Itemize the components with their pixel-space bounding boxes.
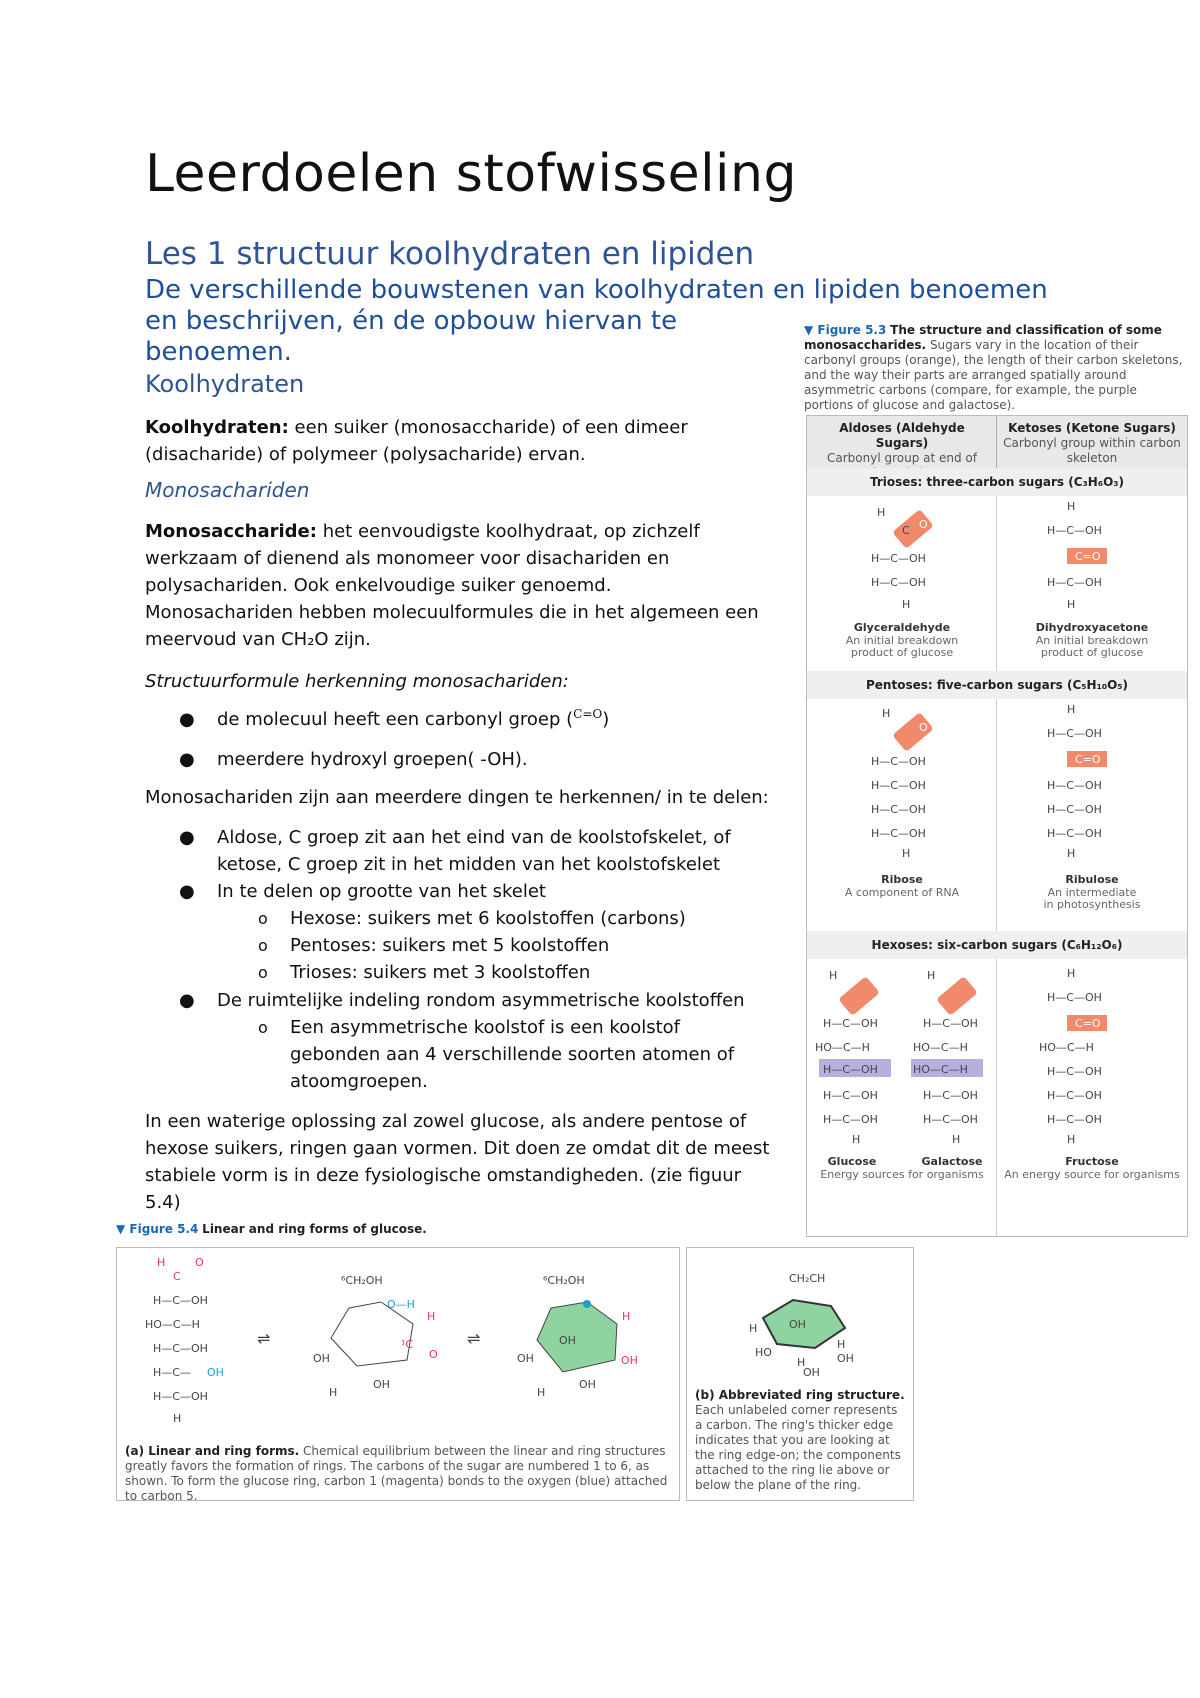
list-item xyxy=(179,824,737,878)
svg-text:O: O xyxy=(919,721,928,734)
figure-5-4a xyxy=(116,1247,680,1501)
pentoses-label: Pentoses: five-carbon sugars (C₅H₁₀O₅) xyxy=(865,678,1129,692)
aldoses-title: Aldoses (Aldehyde Sugars) xyxy=(839,421,965,450)
svg-text:OH: OH xyxy=(517,1352,534,1365)
svg-text:H: H xyxy=(1067,967,1076,980)
svg-text:H—C—OH: H—C—OH xyxy=(871,755,926,768)
svg-text:H: H xyxy=(927,969,936,982)
bullet-icon: ● xyxy=(179,990,195,1011)
page-title: Leerdoelen stofwisseling xyxy=(145,144,797,204)
caption-a xyxy=(125,1444,673,1504)
svg-text:H: H xyxy=(1067,703,1076,716)
galactose-name: Galactose xyxy=(921,1155,983,1168)
bullet-text: In te delen op grootte van het skelet xyxy=(217,881,546,902)
svg-text:H—C—OH: H—C—OH xyxy=(153,1342,208,1355)
svg-text:H—C—OH: H—C—OH xyxy=(1047,779,1102,792)
bullet-text-end: ) xyxy=(602,709,610,730)
svg-text:H—C—OH: H—C—OH xyxy=(923,1113,978,1126)
lesson-heading: Les 1 structuur koolhydraten en lipiden xyxy=(145,236,755,272)
term-monosaccharide: Monosaccharide: xyxy=(145,521,317,542)
hexoses-band xyxy=(807,931,1187,959)
section-heading: Koolhydraten xyxy=(145,370,305,398)
svg-text:H: H xyxy=(329,1386,338,1399)
trioses-band xyxy=(807,468,1187,496)
svg-text:H—C—OH: H—C—OH xyxy=(1047,576,1102,589)
term-koolhydraten: Koolhydraten: xyxy=(145,417,289,438)
svg-text:H: H xyxy=(622,1310,631,1323)
aldoses-subtitle: Carbonyl group at end of xyxy=(826,451,977,465)
svg-text:H: H xyxy=(852,1133,861,1146)
learning-goal-line2: en beschrijven, én de opbouw hiervan te benoemen. xyxy=(145,306,678,367)
ribulose-name: Ribulose xyxy=(1065,873,1119,886)
svg-text:C: C xyxy=(173,1270,181,1283)
svg-text:H: H xyxy=(797,1356,806,1369)
sub-bullet-icon: o xyxy=(258,1018,268,1037)
glucose-name: Glucose xyxy=(827,1155,877,1168)
svg-text:C: C xyxy=(902,524,910,537)
svg-text:H: H xyxy=(1067,1133,1076,1146)
svg-text:H: H xyxy=(902,847,911,860)
sub-heading: Monosachariden xyxy=(145,478,310,502)
sub-bullet-icon: o xyxy=(258,936,268,955)
glyceraldehyde-desc: An initial breakdown xyxy=(845,634,959,647)
caption-b xyxy=(695,1388,907,1493)
figure-label: ▼ Figure 5.3 xyxy=(804,323,887,337)
bullet-text: meerdere hydroxyl groepen( -OH). xyxy=(217,749,528,770)
trioses-structures xyxy=(807,496,1187,671)
svg-text:H: H xyxy=(952,1133,961,1146)
svg-text:H—C—OH: H—C—OH xyxy=(871,779,926,792)
svg-text:H—C—OH: H—C—OH xyxy=(1047,1089,1102,1102)
svg-text:H: H xyxy=(882,707,891,720)
glyceraldehyde-desc2: product of glucose xyxy=(850,646,954,659)
svg-text:H—C—OH: H—C—OH xyxy=(1047,524,1102,537)
svg-text:H: H xyxy=(1067,598,1076,611)
svg-text:H—C—OH: H—C—OH xyxy=(923,1017,978,1030)
svg-text:H—C—OH: H—C—OH xyxy=(923,1089,978,1102)
svg-text:C=O: C=O xyxy=(1075,1017,1101,1030)
svg-text:H—C—OH: H—C—OH xyxy=(153,1390,208,1403)
pentoses-structures xyxy=(807,699,1187,931)
svg-text:H: H xyxy=(157,1256,166,1269)
figure-title: Linear and ring forms of glucose. xyxy=(202,1222,427,1236)
svg-text:HO—C—H: HO—C—H xyxy=(145,1318,200,1331)
learning-goal-line1: De verschillende bouwstenen van koolhydraten en lipiden benoemen xyxy=(145,275,1048,305)
bullet-icon: ● xyxy=(179,827,195,848)
sub-bullet-text: Pentoses: suikers met 5 koolstoffen xyxy=(290,935,610,956)
svg-text:H: H xyxy=(537,1386,546,1399)
trioses-label: Trioses: three-carbon sugars (C₃H₆O₃) xyxy=(869,475,1125,489)
figure-5-3-caption xyxy=(804,323,1186,413)
definition-koolhydraten: een suiker (monosaccharide) of een dimeer (disacharide) of polymeer (polysacharide) ervan. xyxy=(145,417,688,465)
figure-5-3 xyxy=(806,415,1188,1237)
svg-text:H: H xyxy=(829,969,838,982)
svg-text:HO—C—H: HO—C—H xyxy=(913,1063,968,1076)
ketoses-header xyxy=(1001,421,1183,466)
svg-text:H—C—OH: H—C—OH xyxy=(823,1017,878,1030)
abbreviated-ring-structure xyxy=(687,1248,913,1378)
svg-text:C=O: C=O xyxy=(1075,550,1101,563)
svg-text:⁶CH₂OH: ⁶CH₂OH xyxy=(543,1274,585,1287)
ketoses-subtitle: Carbonyl group within carbon skeleton xyxy=(1003,436,1181,465)
svg-text:H—C—OH: H—C—OH xyxy=(1047,827,1102,840)
svg-text:H—C—OH: H—C—OH xyxy=(823,1089,878,1102)
list-item xyxy=(179,878,857,905)
svg-text:OH: OH xyxy=(207,1366,224,1379)
svg-text:⇌: ⇌ xyxy=(257,1329,271,1348)
structure-recognition-heading: Structuurformule herkenning monosachariden: xyxy=(145,671,569,692)
caption-b-bold: (b) Abbreviated ring structure. xyxy=(695,1388,905,1402)
fructose-desc: An energy source for organisms xyxy=(1004,1168,1180,1181)
bullet-icon: ● xyxy=(179,881,195,902)
svg-text:OH: OH xyxy=(789,1318,806,1331)
glucose-galactose-desc: Energy sources for organisms xyxy=(820,1168,984,1181)
svg-text:H—C—OH: H—C—OH xyxy=(823,1113,878,1126)
caption-a-bold: (a) Linear and ring forms. xyxy=(125,1444,300,1458)
svg-text:H—C—OH: H—C—OH xyxy=(871,552,926,565)
svg-text:H—C—OH: H—C—OH xyxy=(1047,727,1102,740)
svg-text:O—H: O—H xyxy=(387,1298,415,1311)
svg-text:H—C—OH: H—C—OH xyxy=(1047,1113,1102,1126)
svg-text:OH: OH xyxy=(579,1378,596,1391)
caption-a-text: Chemical equilibrium between the linear and ring structures greatly favors the formation of rings. The carbons of the sugar are numbered 1 to 6, as shown. To form the glucose ring, carbon 1 (magenta) bonds to the oxygen (blue) attached to carbon 5. xyxy=(125,1444,668,1503)
svg-text:CH₂CH: CH₂CH xyxy=(789,1272,826,1285)
carbonyl-formula: C=O xyxy=(573,707,603,721)
figure-5-4-title xyxy=(116,1222,716,1237)
list-item xyxy=(179,987,857,1014)
svg-text:H—C—OH: H—C—OH xyxy=(1047,991,1102,1004)
hexoses-structures xyxy=(807,959,1187,1236)
svg-text:O: O xyxy=(919,518,928,531)
svg-text:OH: OH xyxy=(621,1354,638,1367)
svg-text:H: H xyxy=(877,506,886,519)
svg-text:H—C—OH: H—C—OH xyxy=(871,576,926,589)
svg-text:H—C—OH: H—C—OH xyxy=(1047,1065,1102,1078)
pentoses-band xyxy=(807,671,1187,699)
caption-b-text: Each unlabeled corner represents a carbon. The ring's thicker edge indicates that you are looking at the ring edge-on; the components attached to the ring lie above or below the plane of the ring. xyxy=(695,1403,901,1492)
ribose-name: Ribose xyxy=(881,873,923,886)
svg-text:⇌: ⇌ xyxy=(467,1329,481,1348)
svg-text:HO—C—H: HO—C—H xyxy=(913,1041,968,1054)
svg-text:O: O xyxy=(429,1348,438,1361)
svg-text:H—C—OH: H—C—OH xyxy=(823,1063,878,1076)
svg-text:H—C—OH: H—C—OH xyxy=(1047,803,1102,816)
divider xyxy=(996,416,997,468)
figure-caption: Sugars vary in the location of their carbonyl groups (orange), the length of their carbon skeletons, and the way their parts are arranged spatially around asymmetric carbons (compare, for example, the purple portions of glucose and galactose). xyxy=(804,338,1183,412)
svg-text:OH: OH xyxy=(559,1334,576,1347)
svg-text:C=O: C=O xyxy=(1075,753,1101,766)
ribulose-desc2: in photosynthesis xyxy=(1043,898,1141,911)
sub-bullet-text: Hexose: suikers met 6 koolstoffen (carbons) xyxy=(290,908,686,929)
svg-text:H: H xyxy=(1067,500,1076,513)
sub-list-item xyxy=(258,1014,770,1095)
svg-text:H: H xyxy=(173,1412,182,1425)
svg-text:H: H xyxy=(1067,847,1076,860)
ribulose-desc: An intermediate xyxy=(1047,886,1137,899)
dihydroxyacetone-desc: An initial breakdown xyxy=(1035,634,1149,647)
svg-text:HO—C—H: HO—C—H xyxy=(815,1041,870,1054)
figure-label: ▼ Figure 5.4 xyxy=(116,1222,199,1236)
svg-text:OH: OH xyxy=(313,1352,330,1365)
bullet-icon: ● xyxy=(179,749,195,770)
bullet-text: De ruimtelijke indeling rondom asymmetrische koolstoffen xyxy=(217,990,745,1011)
svg-text:OH: OH xyxy=(837,1352,854,1365)
svg-text:O: O xyxy=(195,1256,204,1269)
bullet-text: de molecuul heeft een carbonyl groep ( xyxy=(217,709,574,730)
sub-bullet-icon: o xyxy=(258,909,268,928)
ribose-desc: A component of RNA xyxy=(844,886,960,899)
figure-title: The structure and classification of some monosaccharides. xyxy=(804,323,1162,352)
svg-text:H: H xyxy=(902,598,911,611)
paragraph-classification: Monosachariden zijn aan meerdere dingen te herkennen/ in te delen: xyxy=(145,787,769,808)
svg-text:OH: OH xyxy=(373,1378,390,1391)
fructose-name: Fructose xyxy=(1065,1155,1119,1168)
ketoses-title: Ketoses (Ketone Sugars) xyxy=(1008,421,1176,435)
bullet-icon: ● xyxy=(179,709,195,730)
paragraph-monosaccharide xyxy=(145,518,765,653)
list-item xyxy=(179,706,857,735)
svg-text:H: H xyxy=(837,1338,846,1351)
svg-text:⁶CH₂OH: ⁶CH₂OH xyxy=(341,1274,383,1287)
bullet-text: Aldose, C groep zit aan het eind van de koolstofskelet, of ketose, C groep zit in het midden van het koolstofskelet xyxy=(217,827,731,875)
figure-5-4b xyxy=(686,1247,914,1501)
svg-text:OH: OH xyxy=(803,1366,820,1378)
dihydroxyacetone-name: Dihydroxyacetone xyxy=(1035,621,1149,634)
list-item xyxy=(179,746,857,773)
svg-text:H: H xyxy=(427,1310,436,1323)
linear-and-ring-forms xyxy=(117,1248,679,1438)
svg-text:¹C: ¹C xyxy=(401,1338,414,1351)
sub-bullet-text: Een asymmetrische koolstof is een koolstof gebonden aan 4 verschillende soorten atomen of atoomgroepen. xyxy=(290,1017,735,1092)
sub-bullet-icon: o xyxy=(258,963,268,982)
dihydroxyacetone-desc2: product of glucose xyxy=(1040,646,1144,659)
svg-text:H—C—OH: H—C—OH xyxy=(871,827,926,840)
definition-monosaccharide: het eenvoudigste koolhydraat, op zichzelf werkzaam of dienend als monomeer voor disachariden en polysachariden. Ook enkelvoudige suiker genoemd. Monosachariden hebben molecuulformules die in het algemeen een meervoud van CH₂O zijn. xyxy=(145,521,759,650)
paragraph-ring-formation: In een waterige oplossing zal zowel glucose, als andere pentose of hexose suikers, ringen gaan vormen. Dit doen ze omdat dit de meest stabiele vorm is in deze fysiologische omstandigheden. (zie figuur 5.4) xyxy=(145,1111,770,1213)
svg-text:H—C—OH: H—C—OH xyxy=(153,1294,208,1307)
paragraph-koolhydraten xyxy=(145,414,735,468)
hexoses-label: Hexoses: six-carbon sugars (C₆H₁₂O₆) xyxy=(871,938,1123,952)
svg-text:H: H xyxy=(749,1322,758,1335)
svg-text:H—C—: H—C— xyxy=(153,1366,191,1379)
glyceraldehyde-name: Glyceraldehyde xyxy=(853,621,951,634)
svg-text:H—C—OH: H—C—OH xyxy=(871,803,926,816)
svg-text:HO—C—H: HO—C—H xyxy=(1039,1041,1094,1054)
sub-bullet-text: Trioses: suikers met 3 koolstoffen xyxy=(290,962,591,983)
svg-text:HO: HO xyxy=(755,1346,772,1359)
